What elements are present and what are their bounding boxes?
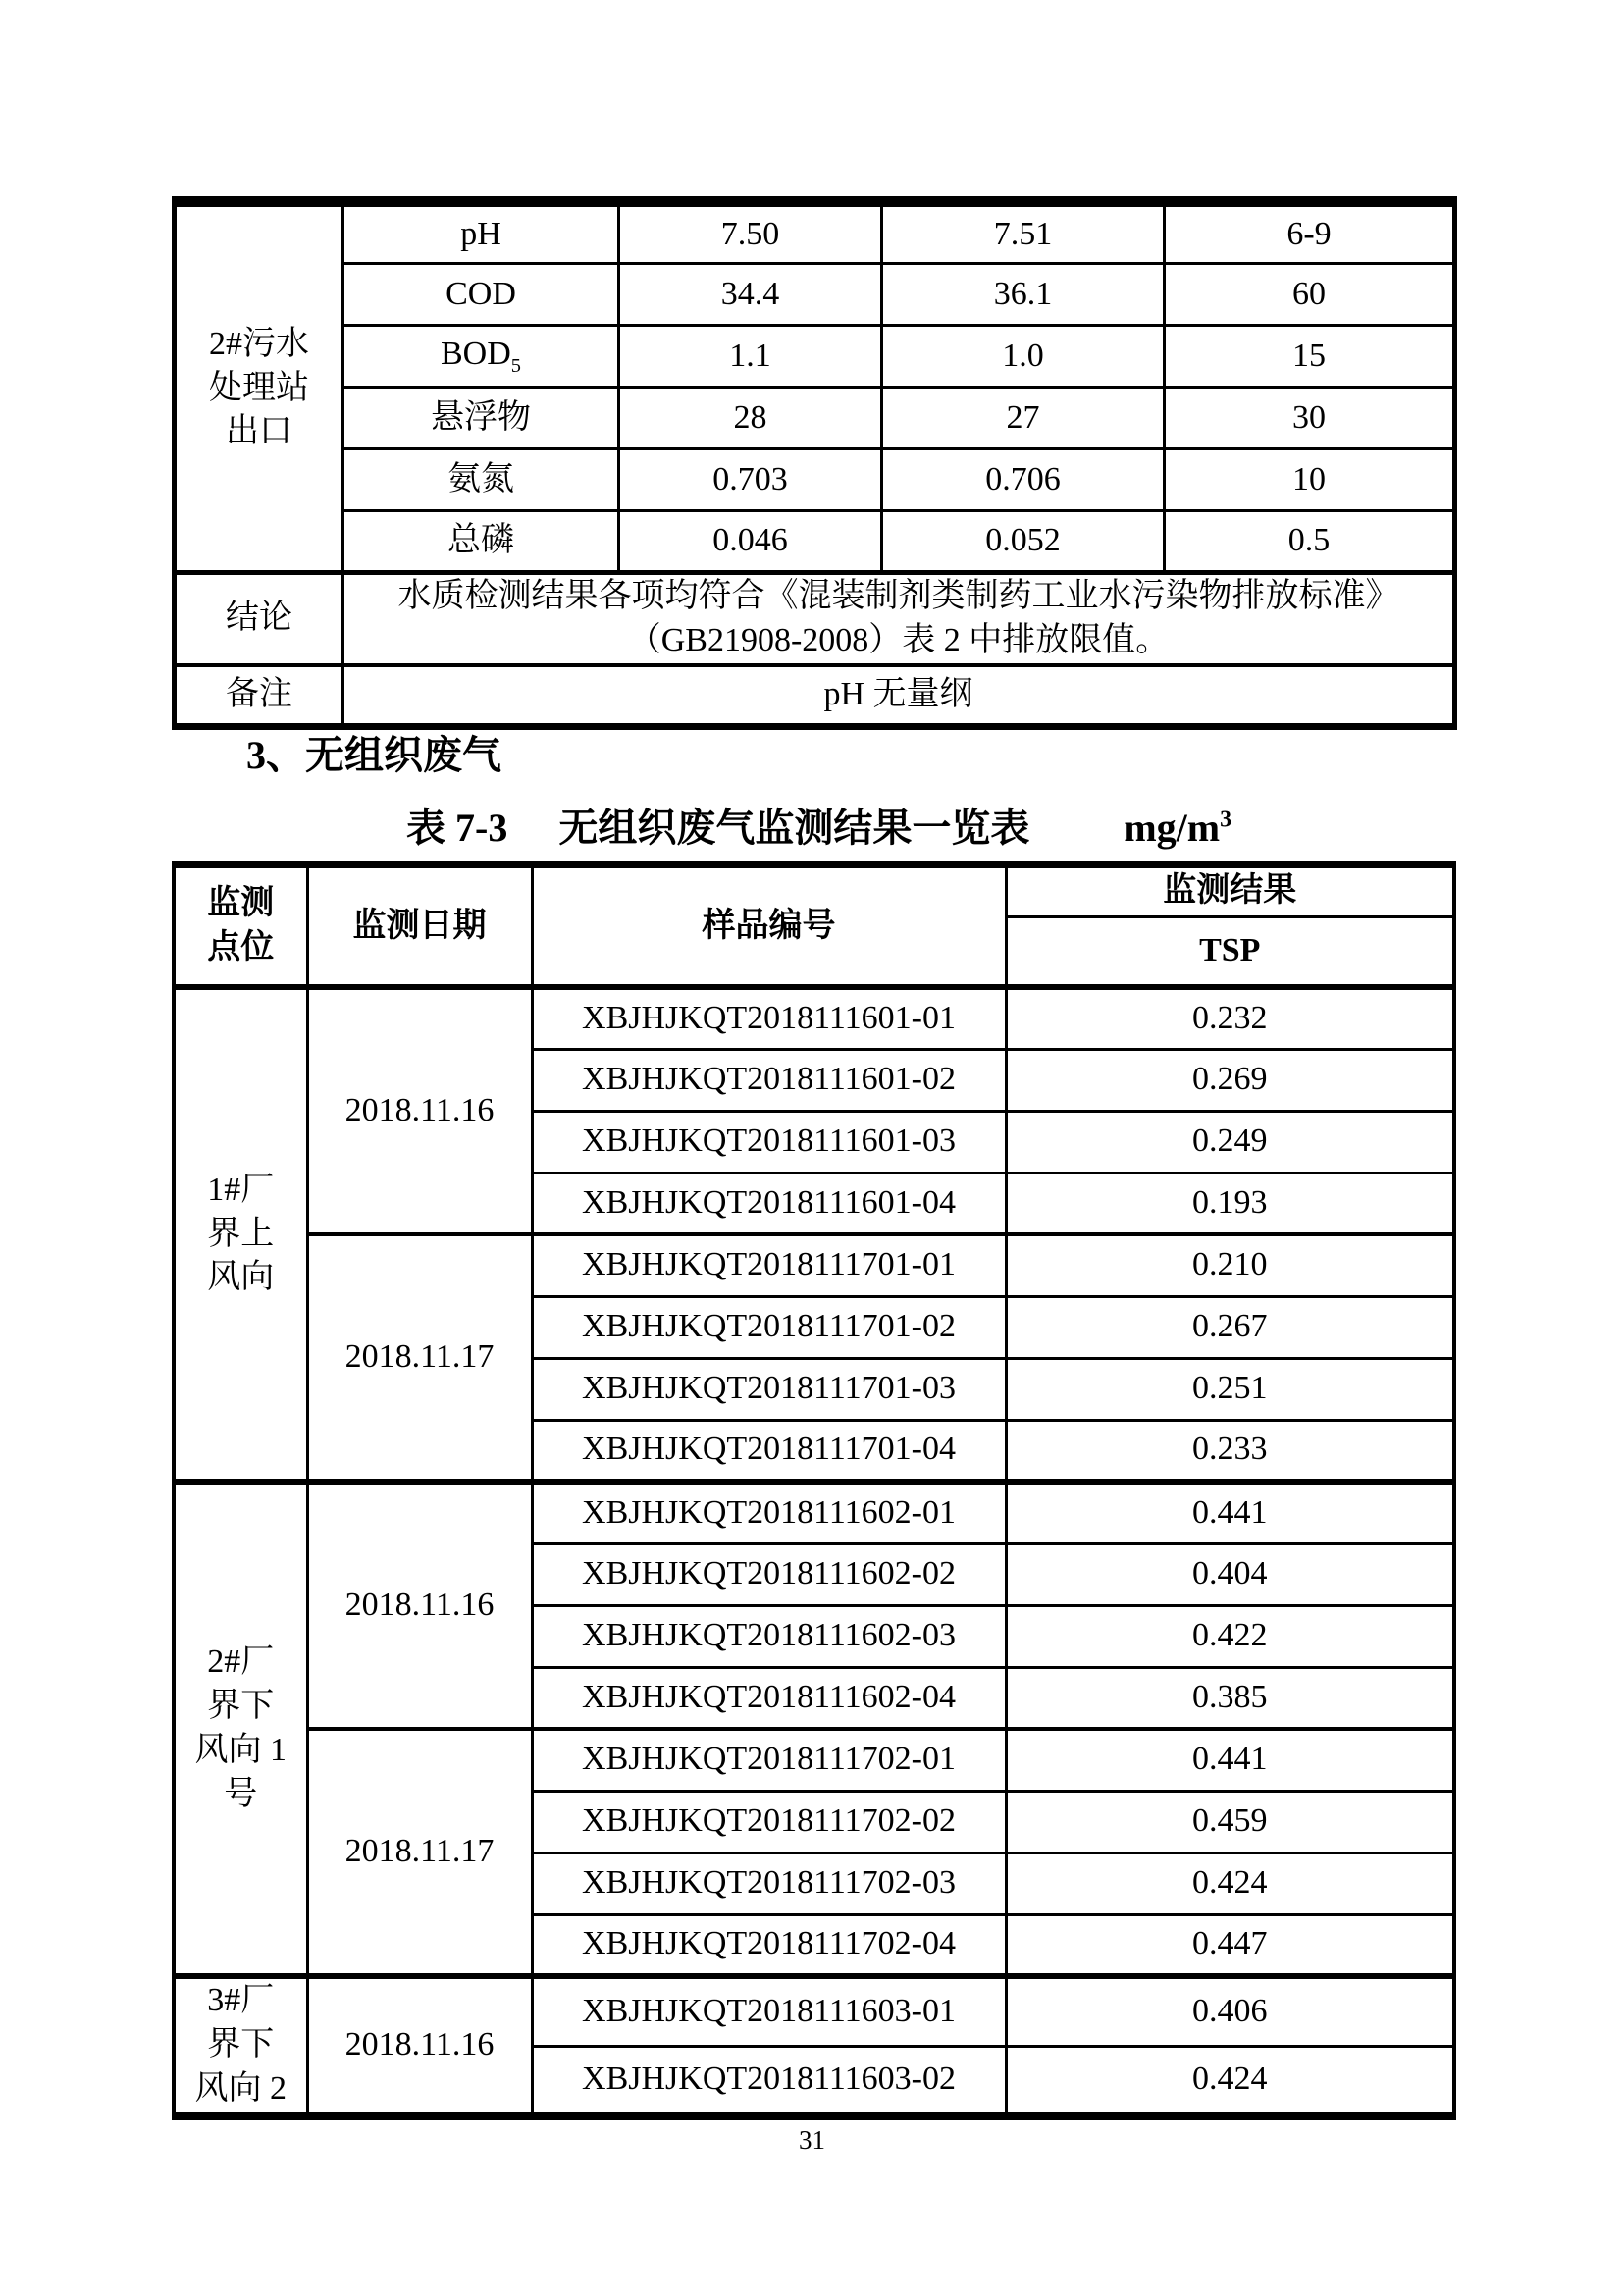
sample-id-cell: XBJHJKQT2018111701-04 — [532, 1420, 1006, 1482]
tsp-value-cell: 0.249 — [1006, 1111, 1454, 1173]
water-param-row — [175, 449, 1455, 511]
value2-cell: 1.0 — [882, 326, 1165, 388]
param-cell: 总磷 — [343, 511, 619, 573]
note-row — [175, 665, 1455, 727]
header-sample: 样品编号 — [532, 864, 1006, 987]
sample-id-cell: XBJHJKQT2018111701-02 — [532, 1296, 1006, 1358]
value1-cell: 1.1 — [619, 326, 882, 388]
water-quality-table — [172, 196, 1457, 730]
gas-table-title — [406, 807, 1231, 850]
sample-id-cell: XBJHJKQT2018111601-03 — [532, 1111, 1006, 1173]
fugitive-gas-table — [172, 861, 1456, 2120]
note-text: pH 无量纲 — [343, 665, 1455, 727]
param-cell: pH — [343, 202, 619, 264]
limit-cell: 0.5 — [1165, 511, 1455, 573]
sample-id-cell: XBJHJKQT2018111601-04 — [532, 1173, 1006, 1234]
tsp-value-cell: 0.210 — [1006, 1234, 1454, 1296]
sample-id-cell: XBJHJKQT2018111603-01 — [532, 1976, 1006, 2046]
tsp-value-cell: 0.422 — [1006, 1605, 1454, 1667]
limit-cell: 30 — [1165, 388, 1455, 449]
sample-id-cell: XBJHJKQT2018111601-01 — [532, 987, 1006, 1049]
value1-cell: 0.046 — [619, 511, 882, 573]
limit-cell: 60 — [1165, 264, 1455, 326]
point-cell: 3#厂 界下 风向 2 — [174, 1976, 307, 2115]
conclusion-label: 结论 — [175, 573, 343, 665]
value2-cell: 36.1 — [882, 264, 1165, 326]
conclusion-row — [175, 573, 1455, 665]
value1-cell: 7.50 — [619, 202, 882, 264]
water-param-row — [175, 264, 1455, 326]
tsp-value-cell: 0.447 — [1006, 1914, 1454, 1976]
tsp-value-cell: 0.459 — [1006, 1791, 1454, 1852]
table-number: 表 7-3 — [406, 806, 508, 850]
tsp-value-cell: 0.441 — [1006, 1482, 1454, 1543]
site-cell: 2#污水 处理站 出口 — [175, 202, 343, 573]
sample-id-cell: XBJHJKQT2018111702-01 — [532, 1729, 1006, 1791]
limit-cell: 6-9 — [1165, 202, 1455, 264]
tsp-value-cell: 0.404 — [1006, 1543, 1454, 1605]
point-cell: 2#厂 界下 风向 1 号 — [174, 1482, 307, 1976]
sample-id-cell: XBJHJKQT2018111702-03 — [532, 1852, 1006, 1914]
sample-id-cell: XBJHJKQT2018111601-02 — [532, 1049, 1006, 1111]
limit-cell: 15 — [1165, 326, 1455, 388]
value1-cell: 28 — [619, 388, 882, 449]
water-param-row — [175, 326, 1455, 388]
param-cell: $BOD_5$ — [343, 326, 619, 388]
gas-sample-row — [174, 1976, 1454, 2046]
header-tsp: TSP — [1006, 916, 1454, 987]
value2-cell: 0.706 — [882, 449, 1165, 511]
value2-cell: 0.052 — [882, 511, 1165, 573]
value1-cell: 0.703 — [619, 449, 882, 511]
date-cell: 2018.11.16 — [307, 1482, 532, 1729]
limit-cell: 10 — [1165, 449, 1455, 511]
tsp-value-cell: 0.251 — [1006, 1358, 1454, 1420]
tsp-value-cell: 0.406 — [1006, 1976, 1454, 2046]
tsp-value-cell: 0.233 — [1006, 1420, 1454, 1482]
gas-sample-row — [174, 1234, 1454, 1296]
param-cell: 悬浮物 — [343, 388, 619, 449]
value2-cell: 7.51 — [882, 202, 1165, 264]
sample-id-cell: XBJHJKQT2018111701-03 — [532, 1358, 1006, 1420]
tsp-value-cell: 0.441 — [1006, 1729, 1454, 1791]
tsp-value-cell: 0.267 — [1006, 1296, 1454, 1358]
water-table-body — [175, 202, 1455, 573]
sample-id-cell: XBJHJKQT2018111702-02 — [532, 1791, 1006, 1852]
date-cell: 2018.11.17 — [307, 1234, 532, 1482]
sample-id-cell: XBJHJKQT2018111603-02 — [532, 2046, 1006, 2115]
date-cell: 2018.11.16 — [307, 987, 532, 1234]
water-param-row — [175, 388, 1455, 449]
note-label: 备注 — [175, 665, 343, 727]
tsp-value-cell: 0.232 — [1006, 987, 1454, 1049]
param-cell: 氨氮 — [343, 449, 619, 511]
date-cell: 2018.11.17 — [307, 1729, 532, 1976]
sample-id-cell: XBJHJKQT2018111602-01 — [532, 1482, 1006, 1543]
table-unit: $mg/m^3$ — [1124, 806, 1232, 850]
water-param-row — [175, 511, 1455, 573]
param-cell: COD — [343, 264, 619, 326]
tsp-value-cell: 0.193 — [1006, 1173, 1454, 1234]
value2-cell: 27 — [882, 388, 1165, 449]
date-cell: 2018.11.16 — [307, 1976, 532, 2115]
sample-id-cell: XBJHJKQT2018111702-04 — [532, 1914, 1006, 1976]
gas-sample-row — [174, 1729, 1454, 1791]
header-result: 监测结果 — [1006, 864, 1454, 916]
gas-sample-row — [174, 1482, 1454, 1543]
sample-id-cell: XBJHJKQT2018111602-02 — [532, 1543, 1006, 1605]
page-number: 31 — [799, 2125, 825, 2155]
conclusion-text: 水质检测结果各项均符合《混装制剂类制药工业水污染物排放标准》 （GB21908-2008）表 2 中排放限值。 — [343, 573, 1455, 665]
sample-id-cell: XBJHJKQT2018111701-01 — [532, 1234, 1006, 1296]
point-cell: 1#厂 界上 风向 — [174, 987, 307, 1482]
table-title-text: 无组织废气监测结果一览表 — [558, 806, 1030, 850]
sample-id-cell: XBJHJKQT2018111602-04 — [532, 1667, 1006, 1729]
gas-table-header — [174, 864, 1454, 987]
value1-cell: 34.4 — [619, 264, 882, 326]
tsp-value-cell: 0.424 — [1006, 1852, 1454, 1914]
water-param-row — [175, 202, 1455, 264]
tsp-value-cell: 0.424 — [1006, 2046, 1454, 2115]
section-heading: 3、无组织废气 — [246, 733, 501, 777]
tsp-value-cell: 0.269 — [1006, 1049, 1454, 1111]
gas-table-body — [174, 987, 1454, 2115]
gas-sample-row — [174, 987, 1454, 1049]
sample-id-cell: XBJHJKQT2018111602-03 — [532, 1605, 1006, 1667]
tsp-value-cell: 0.385 — [1006, 1667, 1454, 1729]
header-date: 监测日期 — [307, 864, 532, 987]
header-point: 监测 点位 — [174, 864, 307, 987]
